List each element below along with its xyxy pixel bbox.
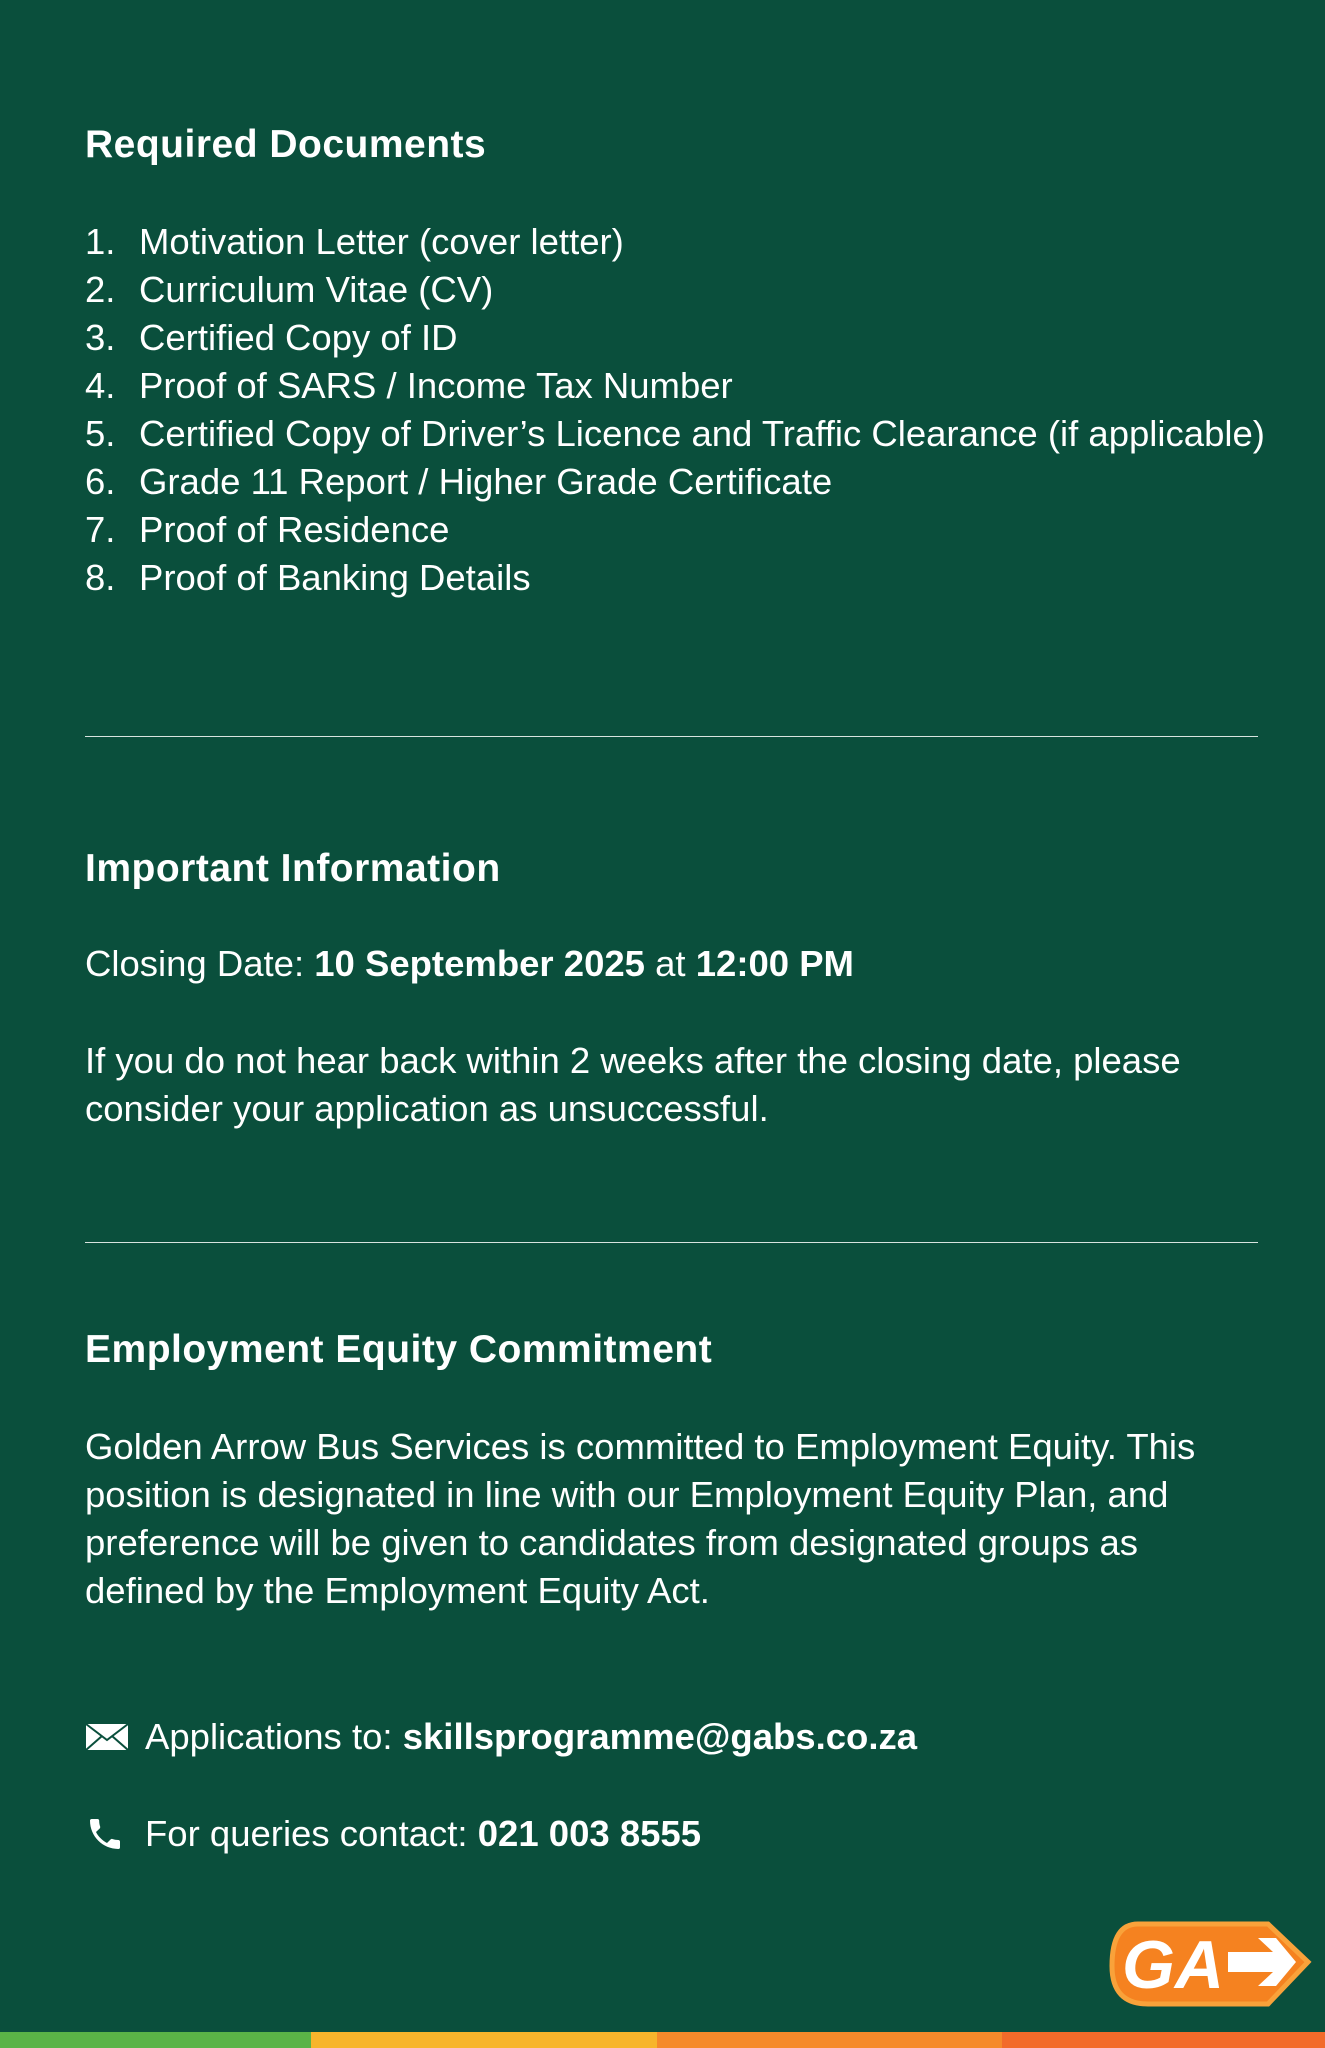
list-number: 8. [85, 557, 116, 598]
footer-bar-green [0, 2032, 311, 2048]
envelope-icon [85, 1721, 129, 1753]
golden-arrow-logo [1108, 1918, 1313, 2010]
list-text: Proof of SARS / Income Tax Number [139, 365, 733, 406]
list-text: Motivation Letter (cover letter) [139, 221, 624, 262]
queries-line [85, 1810, 701, 1858]
important-information-heading: Important Information [85, 847, 501, 890]
document-list-item [85, 554, 1269, 602]
document-list-item [85, 410, 1269, 458]
footer-bar-orange [657, 2032, 1002, 2048]
list-number: 5. [85, 413, 116, 454]
closing-date-label: Closing Date: [85, 943, 315, 984]
divider [85, 736, 1258, 737]
phone-number-link[interactable]: 021 003 8555 [477, 1813, 702, 1854]
document-list-item [85, 362, 1269, 410]
application-email-link[interactable]: skillsprogramme@gabs.co.za [402, 1716, 918, 1757]
closing-date-value: 10 September 2025 [314, 943, 645, 984]
list-number: 6. [85, 461, 116, 502]
required-documents-heading: Required Documents [85, 123, 487, 166]
list-text: Certified Copy of Driver’s Licence and Traffic Clearance (if applicable) [139, 413, 1265, 454]
list-text: Curriculum Vitae (CV) [139, 269, 494, 310]
queries-label: For queries contact: [145, 1813, 468, 1854]
list-number: 2. [85, 269, 116, 310]
list-number: 7. [85, 509, 116, 550]
footer-bar-red-orange [1002, 2032, 1325, 2048]
list-text: Proof of Residence [139, 509, 450, 550]
document-list-item [85, 506, 1269, 554]
list-text: Grade 11 Report / Higher Grade Certificate [139, 461, 833, 502]
list-number: 3. [85, 317, 116, 358]
list-text: Proof of Banking Details [139, 557, 531, 598]
applications-label: Applications to: [145, 1716, 393, 1757]
closing-time-value: 12:00 PM [695, 943, 854, 984]
closing-date [85, 940, 854, 988]
document-list-item [85, 458, 1269, 506]
list-text: Certified Copy of ID [139, 317, 458, 358]
closing-at: at [644, 943, 696, 984]
document-list-item [85, 218, 1269, 266]
employment-equity-text: Golden Arrow Bus Services is committed to Employment Equity. This position is designated in line with our Employment Equity Plan, and preference will be given to candidates from designated groups as defined by the Employment Equity Act. [85, 1426, 1196, 1611]
document-list-item [85, 266, 1269, 314]
phone-icon [85, 1818, 129, 1850]
footer-bar-yellow [311, 2032, 657, 2048]
document-list-item [85, 314, 1269, 362]
svg-text:GA: GA [1122, 1927, 1224, 2003]
required-documents-list [85, 218, 1269, 602]
applications-line [85, 1713, 917, 1761]
list-number: 4. [85, 365, 116, 406]
employment-equity-heading: Employment Equity Commitment [85, 1328, 713, 1371]
notice-text: If you do not hear back within 2 weeks after the closing date, please consider your application as unsuccessful. [85, 1040, 1181, 1129]
list-number: 1. [85, 221, 116, 262]
divider [85, 1242, 1258, 1243]
